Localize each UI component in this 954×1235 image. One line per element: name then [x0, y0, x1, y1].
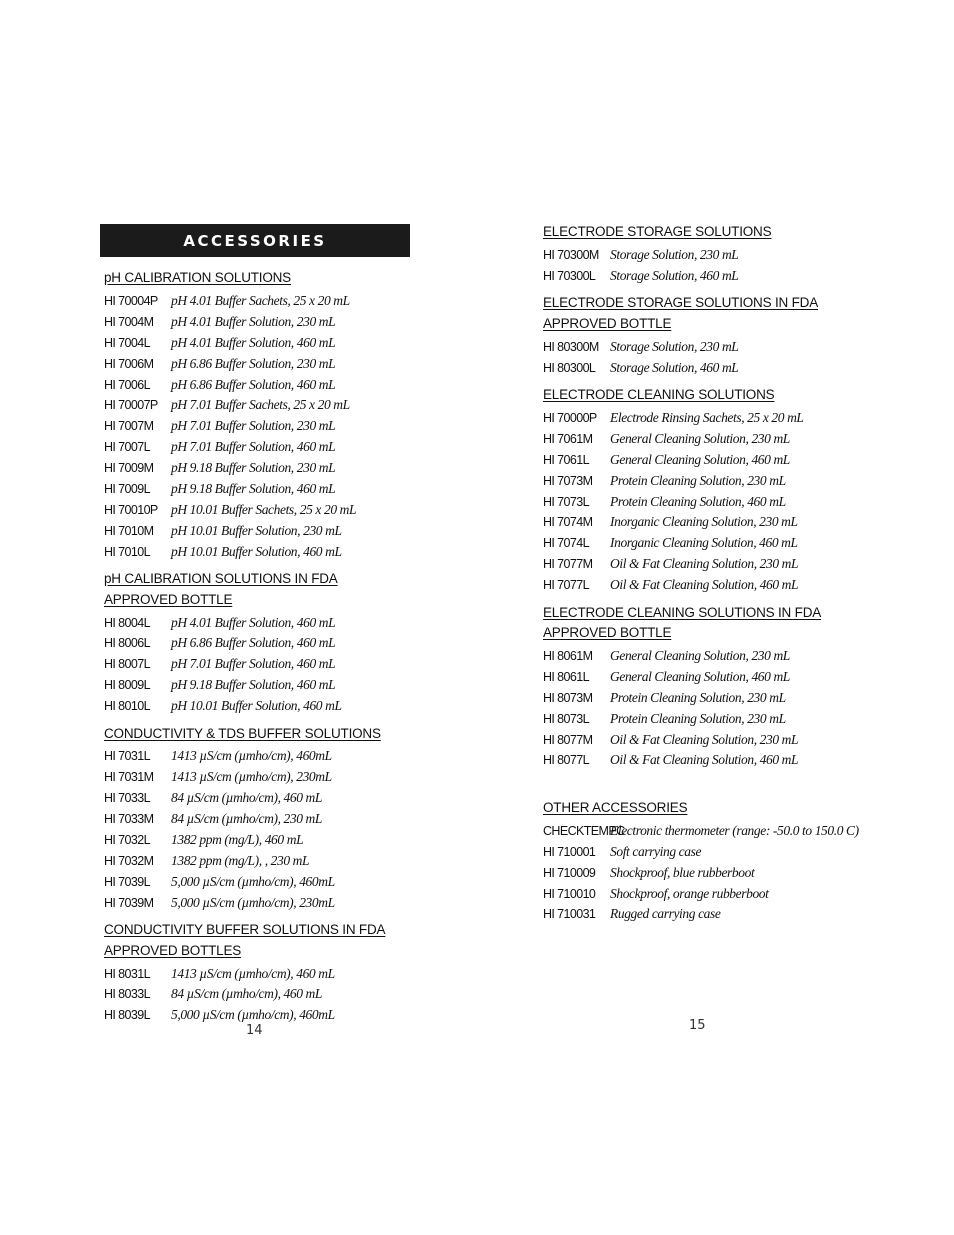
accessory-row — [543, 336, 843, 357]
product-code: HI 7031L — [104, 749, 150, 764]
product-code: HI 7033L — [104, 791, 150, 806]
accessory-row — [104, 353, 404, 374]
accessory-row — [104, 520, 404, 541]
product-code: HI 70004P — [104, 293, 158, 308]
accessory-row — [543, 750, 843, 771]
product-code: HI 710001 — [543, 844, 596, 859]
accessory-row — [104, 479, 404, 500]
product-code: HI 7010M — [104, 523, 154, 538]
product-description: General Cleaning Solution, 230 mL — [610, 430, 790, 446]
accessory-row — [104, 612, 404, 633]
accessory-row — [543, 575, 843, 596]
accessory-row — [543, 408, 843, 429]
section-heading: CONDUCTIVITY & TDS BUFFER SOLUTIONS — [104, 725, 381, 741]
accessory-row — [104, 416, 404, 437]
product-description: General Cleaning Solution, 230 mL — [610, 648, 790, 664]
product-description: pH 4.01 Buffer Solution, 230 mL — [171, 313, 336, 329]
product-description: pH 7.01 Buffer Solution, 460 mL — [171, 439, 336, 455]
product-code: HI 7032L — [104, 833, 150, 848]
product-description: 84 µS/cm (µmho/cm), 460 mL — [171, 790, 323, 806]
product-description: 5,000 µS/cm (µmho/cm), 460mL — [171, 1007, 335, 1023]
page-number-right: 15 — [689, 1018, 706, 1033]
product-description: Electronic thermometer (range: -50.0 to 150.0 C) — [610, 822, 859, 838]
product-description: Protein Cleaning Solution, 230 mL — [610, 472, 786, 488]
accessory-row — [543, 265, 843, 286]
left-column — [104, 268, 404, 1026]
accessory-row — [104, 541, 404, 562]
product-description: pH 7.01 Buffer Solution, 460 mL — [171, 656, 336, 672]
accessory-row — [104, 696, 404, 717]
product-description: Protein Cleaning Solution, 230 mL — [610, 710, 786, 726]
product-description: Oil & Fat Cleaning Solution, 230 mL — [610, 556, 799, 572]
product-description: Inorganic Cleaning Solution, 460 mL — [610, 535, 798, 551]
section-spacer — [543, 771, 843, 791]
accessory-row — [543, 904, 843, 925]
product-code: HI 7039L — [104, 874, 150, 889]
product-code: HI 8039L — [104, 1008, 150, 1023]
accessory-row — [104, 291, 404, 312]
product-description: Inorganic Cleaning Solution, 230 mL — [610, 514, 798, 530]
accessory-row — [543, 820, 859, 841]
product-description: pH 7.01 Buffer Solution, 230 mL — [171, 418, 336, 434]
accessories-banner: ACCESSORIES — [100, 224, 410, 257]
product-code: HI 710009 — [543, 865, 596, 880]
product-code: HI 7007L — [104, 440, 150, 455]
accessory-row — [104, 892, 404, 913]
product-code: HI 7074M — [543, 515, 593, 530]
product-description: pH 6.86 Buffer Solution, 460 mL — [171, 635, 336, 651]
product-code: HI 7007M — [104, 419, 154, 434]
accessory-row — [104, 850, 404, 871]
product-code: HI 8073M — [543, 690, 593, 705]
accessory-row — [104, 499, 404, 520]
accessory-row — [104, 458, 404, 479]
product-description: Oil & Fat Cleaning Solution, 460 mL — [610, 577, 799, 593]
section-heading: ELECTRODE STORAGE SOLUTIONS — [543, 224, 772, 239]
product-code: HI 7077L — [543, 578, 589, 593]
page-number-left: 14 — [246, 1023, 263, 1038]
accessory-row — [104, 788, 404, 809]
product-code: HI 7009M — [104, 461, 154, 476]
product-description: Storage Solution, 460 mL — [610, 267, 739, 283]
product-code: HI 7032M — [104, 853, 154, 868]
product-code: HI 8031L — [104, 966, 150, 981]
product-description: 1382 ppm (mg/L), , 230 mL — [171, 852, 310, 868]
accessory-row — [543, 646, 843, 667]
product-description: pH 4.01 Buffer Solution, 460 mL — [171, 614, 336, 630]
section-heading: ELECTRODE CLEANING SOLUTIONS IN FDA APPROVED BOTTLE — [543, 604, 822, 641]
product-description: pH 9.18 Buffer Solution, 230 mL — [171, 460, 336, 476]
accessory-row — [104, 437, 404, 458]
product-code: HI 8077M — [543, 732, 593, 747]
product-code: HI 8077L — [543, 753, 589, 768]
accessory-row — [104, 633, 404, 654]
product-code: HI 710010 — [543, 886, 596, 901]
accessory-row — [543, 470, 843, 491]
product-description: 84 µS/cm (µmho/cm), 230 mL — [171, 811, 323, 827]
section-heading: ELECTRODE STORAGE SOLUTIONS IN FDA APPROVED BOTTLE — [543, 295, 818, 331]
product-description: pH 7.01 Buffer Sachets, 25 x 20 mL — [171, 397, 350, 413]
product-code: HI 8061M — [543, 649, 593, 664]
product-code: HI 8061L — [543, 669, 589, 684]
accessory-row — [543, 491, 843, 512]
product-description: Protein Cleaning Solution, 460 mL — [610, 493, 786, 509]
product-description: Shockproof, blue rubberboot — [610, 864, 755, 880]
product-code: HI 7009L — [104, 481, 150, 496]
product-code: HI 8007L — [104, 657, 150, 672]
accessory-row — [543, 245, 843, 266]
accessory-row — [104, 830, 404, 851]
product-description: 1413 µS/cm (µmho/cm), 230mL — [171, 769, 332, 785]
product-description: pH 6.86 Buffer Solution, 460 mL — [171, 376, 336, 392]
accessory-row — [543, 729, 843, 750]
product-code: HI 7074L — [543, 536, 589, 551]
accessory-row — [543, 533, 843, 554]
product-code: HI 7073L — [543, 494, 589, 509]
accessory-row — [104, 871, 404, 892]
product-code: HI 7006L — [104, 377, 150, 392]
product-description: 5,000 µS/cm (µmho/cm), 230mL — [171, 894, 335, 910]
product-description: 5,000 µS/cm (µmho/cm), 460mL — [171, 873, 335, 889]
product-code: HI 8009L — [104, 678, 150, 693]
product-description: Electrode Rinsing Sachets, 25 x 20 mL — [610, 410, 804, 425]
product-code: HI 8073L — [543, 711, 589, 726]
product-description: pH 10.01 Buffer Solution, 230 mL — [171, 522, 342, 538]
product-description: pH 9.18 Buffer Solution, 460 mL — [171, 480, 336, 496]
accessory-row — [543, 512, 843, 533]
product-code: HI 80300M — [543, 339, 599, 354]
product-description: pH 4.01 Buffer Sachets, 25 x 20 mL — [171, 292, 350, 308]
section-heading: pH CALIBRATION SOLUTIONS IN FDA APPROVED BOTTLE — [104, 571, 338, 607]
product-code: HI 7006M — [104, 356, 154, 371]
product-description: 1413 µS/cm (µmho/cm), 460 mL — [171, 965, 335, 981]
section-heading: pH CALIBRATION SOLUTIONS — [104, 270, 291, 285]
product-description: Shockproof, orange rubberboot — [610, 885, 769, 901]
accessory-row — [104, 984, 404, 1005]
product-code: HI 7004M — [104, 314, 154, 329]
product-description: General Cleaning Solution, 460 mL — [610, 451, 790, 467]
accessory-row — [543, 357, 843, 378]
product-description: Storage Solution, 460 mL — [610, 359, 739, 375]
product-code: HI 7033M — [104, 812, 154, 827]
accessory-row — [543, 666, 843, 687]
product-code: HI 8004L — [104, 615, 150, 630]
product-code: HI 8033L — [104, 987, 150, 1002]
product-description: Oil & Fat Cleaning Solution, 460 mL — [610, 752, 799, 768]
product-description: Protein Cleaning Solution, 230 mL — [610, 689, 786, 705]
accessory-row — [543, 428, 843, 449]
product-code: HI 710031 — [543, 907, 596, 922]
product-description: Storage Solution, 230 mL — [610, 246, 739, 262]
product-code: HI 7061L — [543, 452, 589, 467]
product-code: CHECKTEMPC — [543, 823, 625, 838]
product-code: HI 70010P — [104, 502, 158, 517]
accessory-row — [104, 675, 404, 696]
product-code: HI 7061M — [543, 431, 593, 446]
product-description: 1382 ppm (mg/L), 460 mL — [171, 832, 304, 848]
accessory-row — [543, 687, 843, 708]
accessory-row — [104, 963, 404, 984]
product-description: 1413 µS/cm (µmho/cm), 460mL — [171, 748, 332, 764]
product-description: pH 4.01 Buffer Solution, 460 mL — [171, 334, 336, 350]
accessory-row — [543, 449, 843, 470]
product-code: HI 7073M — [543, 473, 593, 488]
accessory-row — [104, 332, 404, 353]
product-code: HI 7039M — [104, 895, 154, 910]
product-code: HI 7031M — [104, 770, 154, 785]
section-heading: ELECTRODE CLEANING SOLUTIONS — [543, 387, 775, 403]
accessory-row — [104, 746, 404, 767]
product-description: pH 9.18 Buffer Solution, 460 mL — [171, 677, 336, 693]
product-description: Oil & Fat Cleaning Solution, 230 mL — [610, 731, 799, 747]
accessory-row — [543, 554, 843, 575]
accessory-row — [104, 374, 404, 395]
product-code: HI 7010L — [104, 544, 150, 559]
product-code: HI 8010L — [104, 699, 150, 714]
product-description: pH 10.01 Buffer Solution, 460 mL — [171, 543, 342, 559]
product-code: HI 8006L — [104, 636, 150, 651]
product-code: HI 80300L — [543, 360, 596, 375]
right-column — [543, 222, 859, 925]
product-description: 84 µS/cm (µmho/cm), 460 mL — [171, 986, 323, 1002]
accessory-row — [104, 311, 404, 332]
product-description: pH 6.86 Buffer Solution, 230 mL — [171, 355, 336, 371]
product-code: HI 7004L — [104, 335, 150, 350]
product-code: HI 7077M — [543, 557, 593, 572]
product-code: HI 70007P — [104, 398, 158, 413]
product-description: pH 10.01 Buffer Solution, 460 mL — [171, 698, 342, 714]
accessory-row — [543, 841, 843, 862]
section-heading: CONDUCTIVITY BUFFER SOLUTIONS IN FDA APPROVED BOTTLES — [104, 922, 386, 958]
product-code: HI 70000P — [543, 411, 597, 425]
product-code: HI 70300M — [543, 247, 599, 262]
product-description: Storage Solution, 230 mL — [610, 338, 739, 354]
accessory-row — [104, 395, 404, 416]
accessory-row — [543, 708, 843, 729]
product-description: pH 10.01 Buffer Sachets, 25 x 20 mL — [171, 501, 357, 517]
product-description: Rugged carrying case — [610, 906, 721, 922]
product-description: General Cleaning Solution, 460 mL — [610, 668, 790, 684]
accessory-row — [104, 767, 404, 788]
section-heading: OTHER ACCESSORIES — [543, 799, 688, 815]
product-description: Soft carrying case — [610, 843, 702, 859]
accessory-row — [543, 862, 843, 883]
accessory-row — [104, 654, 404, 675]
product-code: HI 70300L — [543, 268, 596, 283]
accessory-row — [543, 883, 843, 904]
accessory-row — [104, 809, 404, 830]
